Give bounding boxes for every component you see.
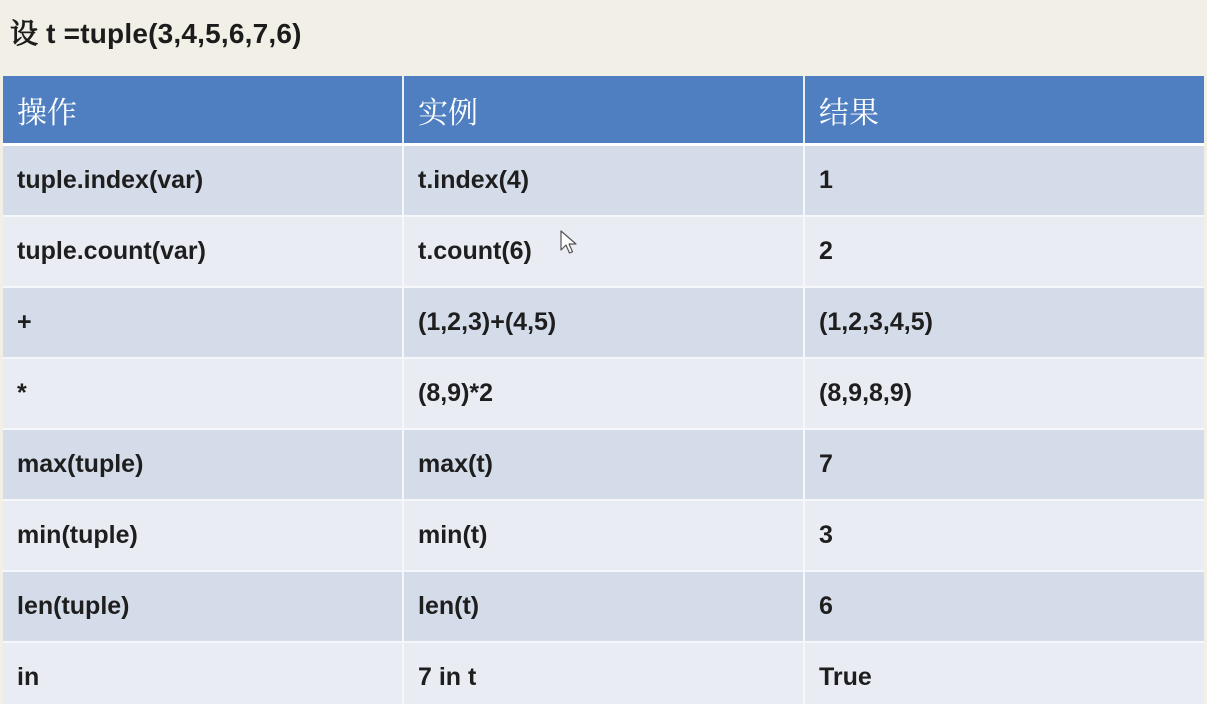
header-result: 结果 (804, 76, 1204, 145)
cell-operation: in (3, 642, 403, 704)
table-row (3, 287, 1204, 358)
cell-operation: len(tuple) (3, 571, 403, 642)
table-row (3, 145, 1204, 217)
table-row (3, 642, 1204, 704)
cell-result: 2 (804, 216, 1204, 287)
tuple-operations-table-container (3, 76, 1204, 704)
cell-result: 1 (804, 145, 1204, 217)
header-example: 实例 (403, 76, 804, 145)
header-operation: 操作 (3, 76, 403, 145)
cell-operation: min(tuple) (3, 500, 403, 571)
cell-example: (1,2,3)+(4,5) (403, 287, 804, 358)
cell-operation: + (3, 287, 403, 358)
cell-operation: tuple.index(var) (3, 145, 403, 217)
table-row (3, 571, 1204, 642)
cell-example: max(t) (403, 429, 804, 500)
table-row (3, 216, 1204, 287)
cell-result: 7 (804, 429, 1204, 500)
tuple-operations-table (3, 76, 1204, 704)
cell-example: len(t) (403, 571, 804, 642)
cell-operation: max(tuple) (3, 429, 403, 500)
cell-result: 6 (804, 571, 1204, 642)
cell-operation: tuple.count(var) (3, 216, 403, 287)
cell-result: True (804, 642, 1204, 704)
slide-title: 设 t =tuple(3,4,5,6,7,6) (10, 18, 302, 49)
table-row (3, 358, 1204, 429)
cell-example: 7 in t (403, 642, 804, 704)
mouse-pointer-icon (560, 230, 578, 256)
cell-result: (1,2,3,4,5) (804, 287, 1204, 358)
cell-example: t.index(4) (403, 145, 804, 217)
table-row (3, 429, 1204, 500)
cell-result: (8,9,8,9) (804, 358, 1204, 429)
cell-result: 3 (804, 500, 1204, 571)
cell-operation: * (3, 358, 403, 429)
table-header-row (3, 76, 1204, 145)
cell-example: (8,9)*2 (403, 358, 804, 429)
table-row (3, 500, 1204, 571)
cell-example: min(t) (403, 500, 804, 571)
cell-example: t.count(6) (403, 216, 804, 287)
